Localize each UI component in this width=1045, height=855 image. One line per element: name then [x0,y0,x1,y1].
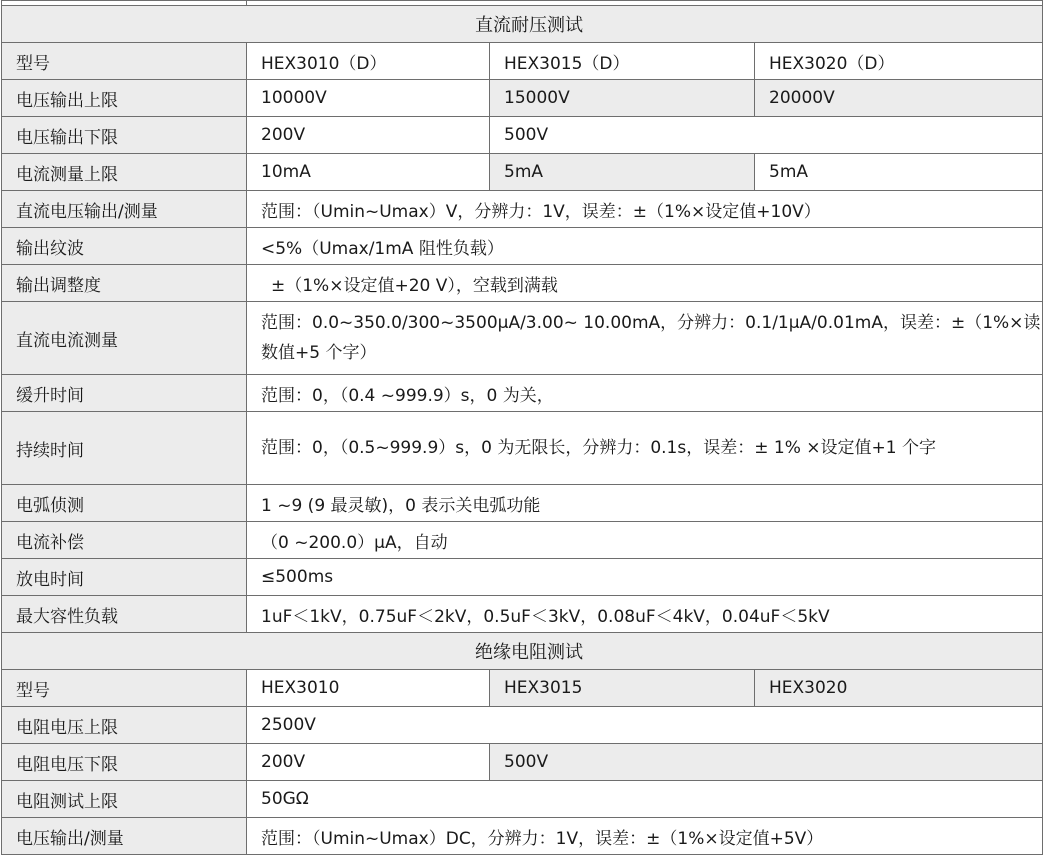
row-label: 电压输出下限 [2,117,247,154]
value-cell: 50GΩ [247,781,1043,818]
value-cell: 1 ~9 (9 最灵敏)，0 表示关电弧功能 [247,485,1043,522]
value-cell: 200V [247,744,490,781]
spec-row-dc-ripple [2,228,1043,265]
dc-section-title: 直流耐压测试 [2,6,1043,43]
ir-section-header [2,633,1043,670]
row-label: 直流电压输出/测量 [2,191,247,228]
spec-row-dc-current-max [2,154,1043,191]
value-cell: 5mA [755,154,1043,191]
value-cell: 范围：（Umin~Umax）DC，分辨力：1V，误差：±（1%×设定值+5V） [247,818,1043,855]
spec-row-dc-regulation [2,265,1043,302]
value-cell: 200V [247,117,490,154]
value-cell: 20000V [755,80,1043,117]
value-cell: 5mA [490,154,755,191]
row-label: 型号 [2,670,247,707]
spec-row-dc-cap-load [2,596,1043,633]
row-label: 缓升时间 [2,375,247,412]
row-label: 放电时间 [2,559,247,596]
spec-row-ir-voltage-max [2,707,1043,744]
value-cell: 10000V [247,80,490,117]
value-cell: <5%（Umax/1mA 阻性负载） [247,228,1043,265]
ir-section-title: 绝缘电阻测试 [2,633,1043,670]
row-label: 型号 [2,43,247,80]
value-cell: 范围：0，（0.4 ~999.9）s，0 为关， [247,375,1043,412]
value-cell: ≤500ms [247,559,1043,596]
value-cell: 10mA [247,154,490,191]
spec-row-dc-voltage-output [2,191,1043,228]
spec-row-ir-model [2,670,1043,707]
row-label: 电阻电压下限 [2,744,247,781]
value-cell: 2500V [247,707,1043,744]
value-cell: 范围：0.0~350.0/300~3500μA/3.00~ 10.00mA，分辨力：0.1/1μA/0.01mA，误差：±（1%×读数值+5 个字） [247,302,1043,375]
spec-row-dc-current-comp [2,522,1043,559]
row-label: 电阻电压上限 [2,707,247,744]
spec-row-dc-voltage-max [2,80,1043,117]
spec-row-dc-ramp-time [2,375,1043,412]
dc-section-header [2,6,1043,43]
spec-row-ir-voltage-output [2,818,1043,855]
value-cell: HEX3015（D） [490,43,755,80]
row-label: 电压输出上限 [2,80,247,117]
value-cell: 500V [490,117,1043,154]
spec-table [1,0,1043,855]
value-cell: 500V [490,744,1043,781]
value-cell: HEX3015 [490,670,755,707]
row-label: 电流测量上限 [2,154,247,191]
value-cell: 15000V [490,80,755,117]
value-cell: ±（1%×设定值+20 V），空载到满载 [247,265,1043,302]
value-cell: 1uF＜1kV，0.75uF＜2kV，0.5uF＜3kV，0.08uF＜4kV，0.04uF＜5kV [247,596,1043,633]
spec-row-ir-voltage-min [2,744,1043,781]
spec-row-dc-duration [2,412,1043,485]
row-label: 输出纹波 [2,228,247,265]
value-cell: （0 ~200.0）μA，自动 [247,522,1043,559]
spec-row-dc-voltage-min [2,117,1043,154]
row-label: 电弧侦测 [2,485,247,522]
spec-row-dc-discharge [2,559,1043,596]
spec-row-dc-current-measure [2,302,1043,375]
row-label: 最大容性负载 [2,596,247,633]
row-label: 输出调整度 [2,265,247,302]
value-cell: 范围：0，（0.5~999.9）s，0 为无限长，分辨力：0.1s，误差：± 1% ×设定值+1 个字 [247,412,1043,485]
row-label: 电压输出/测量 [2,818,247,855]
spec-row-ir-resistance-max [2,781,1043,818]
value-cell: HEX3020 [755,670,1043,707]
spec-row-dc-model [2,43,1043,80]
row-label: 持续时间 [2,412,247,485]
row-label: 直流电流测量 [2,302,247,375]
row-label: 电阻测试上限 [2,781,247,818]
value-cell: HEX3020（D） [755,43,1043,80]
value-cell: 范围：（Umin~Umax）V，分辨力：1V，误差：±（1%×设定值+10V） [247,191,1043,228]
spec-row-dc-arc-detect [2,485,1043,522]
value-cell: HEX3010 [247,670,490,707]
row-label: 电流补偿 [2,522,247,559]
value-cell: HEX3010（D） [247,43,490,80]
